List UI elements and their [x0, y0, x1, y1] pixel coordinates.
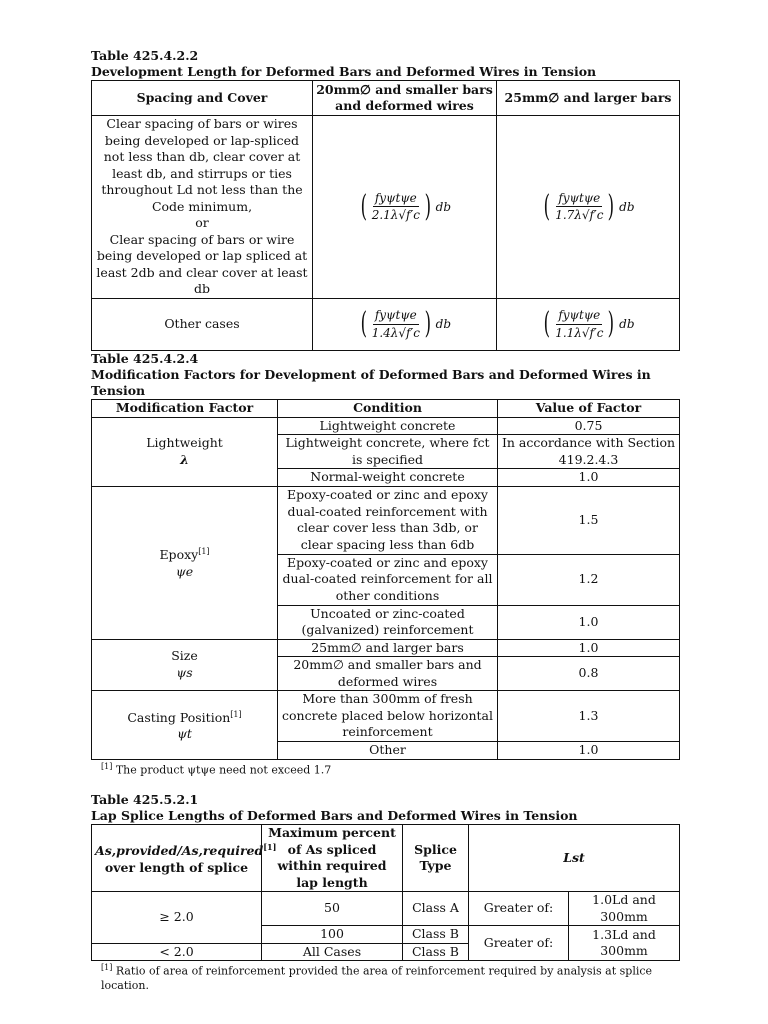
table-footnote [91, 961, 679, 993]
condition-cell: 20mm∅ and smaller bars and deformed wires [278, 657, 498, 691]
ratio-cell: < 2.0 [92, 943, 262, 961]
condition-cell: 25mm∅ and larger bars [278, 639, 498, 657]
footnote-text: Ratio of area of reinforcement provided the area of reinforcement required by analysis at splice location. [101, 964, 653, 992]
formula-cell: ( $\frac{\text{fyψtψe}}{1.4\lambda√f'c}$ ) db [313, 298, 497, 350]
header-lst [469, 825, 680, 892]
condition-or: or [195, 215, 209, 230]
condition-text [92, 116, 313, 299]
percent-cell: All Cases [262, 943, 403, 961]
factor-size [92, 639, 278, 691]
percent-cell: 100 [262, 926, 403, 944]
condition-cell: Lightweight concrete, where fct is specified [278, 435, 498, 469]
footnote-mark: [1] [101, 761, 113, 771]
value-cell: 1.0 [498, 742, 680, 760]
modification-factors-table [91, 399, 680, 760]
condition-cell: Epoxy-coated or zinc and epoxy dual-coated reinforcement with clear cover less than 3db, or clear spacing less than 6db [278, 486, 498, 554]
footnote-mark: [1] [101, 963, 113, 972]
header-lst-text: Lst [563, 849, 585, 865]
footnote-ref: [1] [198, 547, 210, 557]
condition-cell: Lightweight concrete [278, 417, 498, 435]
factor-symbol: ψs [176, 664, 193, 680]
factor-lightweight [92, 417, 278, 486]
header-20mm: 20mm∅ and smaller bars and deformed wires [313, 81, 497, 116]
formula-cell: ( $\frac{\text{fyψtψe}}{1.1\lambda√f'c}$ ) db [497, 298, 680, 350]
header-value: Value of Factor [498, 400, 680, 418]
formula-cell: ( $\frac{\text{fyψtψe}}{2.1\lambda√f'c}$ ) db [313, 116, 497, 299]
lst-cell: 1.0Ld and 300mm [569, 892, 680, 926]
formula-cell: ( $\frac{\text{fyψtψe}}{1.7\lambda√f'c}$ ) db [497, 116, 680, 299]
factor-name: Epoxy [159, 547, 199, 563]
type-cell: Class A [403, 892, 469, 926]
greater-of-cell: Greater of: [469, 892, 569, 926]
factor-symbol: λ [180, 451, 189, 467]
footnote-ref: [1] [230, 709, 242, 719]
factor-casting-position [92, 691, 278, 760]
header-25mm: 25mm∅ and larger bars [497, 81, 680, 116]
header-spacing-cover: Spacing and Cover [92, 81, 313, 116]
header-area-ratio-sub: over length of splice [104, 860, 249, 876]
header-modification-factor: Modification Factor [92, 400, 278, 418]
formula-denominator: 1.4λ√f′c [371, 325, 420, 340]
formula-denominator: 1.1λ√f′c [555, 325, 604, 340]
development-length-table [91, 80, 680, 351]
factor-symbol: ψe [175, 564, 194, 580]
other-cases-label: Other cases [92, 298, 313, 350]
factor-symbol: ψt [177, 726, 192, 742]
table-number: Table 425.4.2.4 [91, 351, 199, 366]
footnote-ref: [1] [263, 842, 277, 853]
value-cell: 1.0 [498, 639, 680, 657]
value-cell: 1.0 [498, 605, 680, 639]
value-cell: 1.2 [498, 554, 680, 605]
header-splice-type: Splice Type [403, 825, 469, 892]
lst-cell: 1.3Ld and 300mm [569, 926, 680, 961]
lap-splice-table [91, 824, 680, 961]
type-cell: Class B [403, 943, 469, 961]
percent-cell: 50 [262, 892, 403, 926]
value-cell: 1.3 [498, 691, 680, 742]
condition-cell: Epoxy-coated or zinc and epoxy dual-coated reinforcement for all other conditions [278, 554, 498, 605]
header-area-ratio-expr: As,provided/As,required [95, 843, 264, 859]
table-1-block [91, 48, 679, 351]
value-cell: 1.5 [498, 486, 680, 554]
condition-a: Clear spacing of bars or wires being developed or lap-spliced not less than db, clear cover at least db, and stirrups or ties throughout Ld not less than the Code minimum, [101, 116, 303, 214]
factor-name: Lightweight [146, 435, 223, 450]
formula-numerator: fyψtψe [556, 190, 602, 208]
table-2-block [91, 351, 679, 777]
value-cell: 0.8 [498, 657, 680, 691]
condition-cell: Other [278, 742, 498, 760]
formula-db: db [619, 316, 635, 331]
condition-b: Clear spacing of bars or wire being developed or lap spliced at least 2db and clear cover at least db [96, 231, 308, 296]
formula-denominator: 1.7λ√f′c [555, 208, 604, 223]
factor-epoxy [92, 486, 278, 639]
header-max-percent: Maximum percent of As spliced within required lap length [262, 825, 403, 892]
table-number: Table 425.4.2.2 [91, 48, 199, 63]
condition-cell: More than 300mm of fresh concrete placed below horizontal reinforcement [278, 691, 498, 742]
table-title: Modification Factors for Development of Deformed Bars and Deformed Wires in Tension [91, 367, 651, 398]
factor-name: Casting Position [127, 709, 231, 725]
formula-db: db [435, 199, 452, 214]
table-footnote [91, 760, 679, 778]
value-cell: 1.0 [498, 469, 680, 487]
table-number: Table 425.5.2.1 [91, 792, 199, 807]
table-3-block [91, 792, 679, 993]
footnote-text: The product ψtψe need not exceed 1.7 [115, 763, 332, 777]
condition-cell: Uncoated or zinc-coated (galvanized) reinforcement [278, 605, 498, 639]
ratio-cell: ≥ 2.0 [92, 892, 262, 944]
formula-denominator: 2.1λ√f′c [371, 208, 420, 223]
formula-numerator: fyψtψe [373, 190, 419, 208]
condition-cell: Normal-weight concrete [278, 469, 498, 487]
header-condition: Condition [278, 400, 498, 418]
formula-numerator: fyψtψe [556, 307, 602, 325]
table-title: Lap Splice Lengths of Deformed Bars and Deformed Wires in Tension [91, 808, 578, 823]
formula-numerator: fyψtψe [373, 307, 419, 325]
formula-db: db [619, 199, 635, 214]
table-title: Development Length for Deformed Bars and Deformed Wires in Tension [91, 64, 597, 79]
formula-db: db [435, 316, 452, 331]
value-cell: In accordance with Section 419.2.4.3 [498, 435, 680, 469]
type-cell: Class B [403, 926, 469, 944]
value-cell: 0.75 [498, 417, 680, 435]
greater-of-cell: Greater of: [469, 926, 569, 961]
header-area-ratio [92, 825, 277, 892]
factor-name: Size [171, 648, 198, 664]
